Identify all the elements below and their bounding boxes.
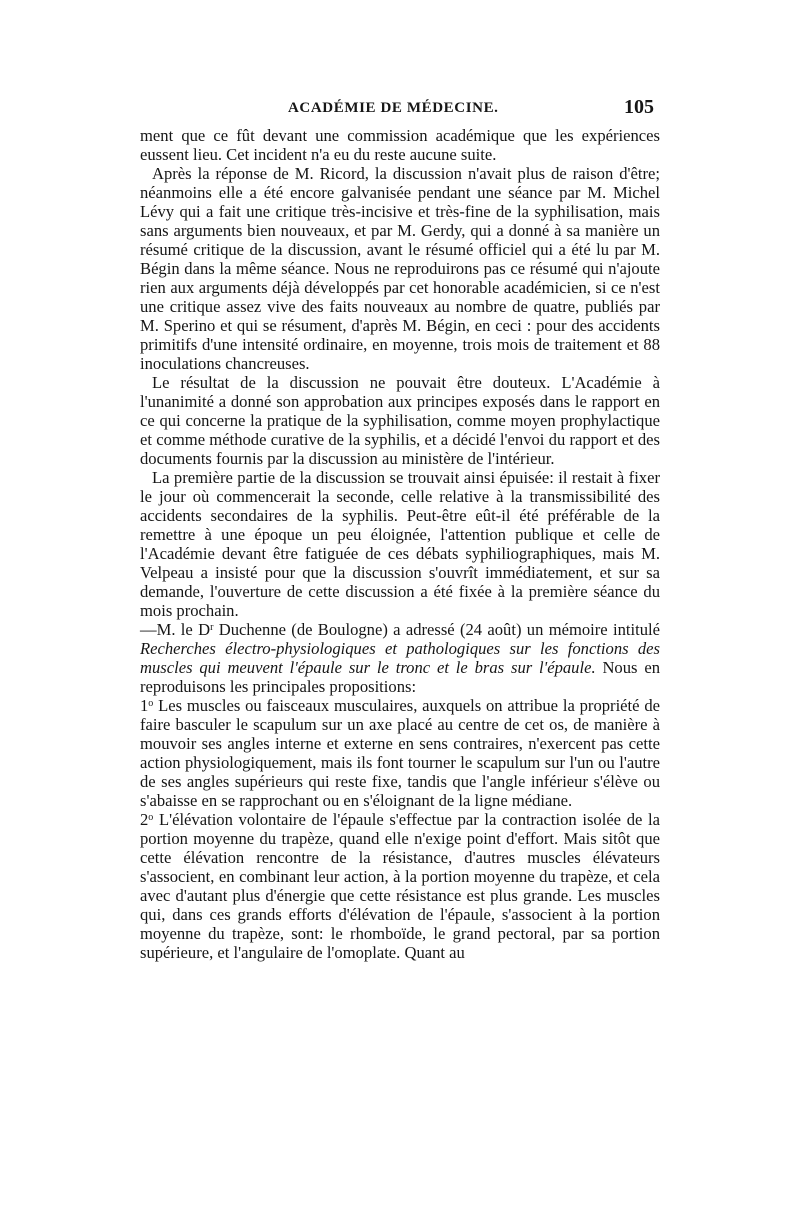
duchenne-mid: Duchenne (de Boulogne) a adressé (24 août) un mémoire intitulé	[213, 620, 660, 639]
body-text	[140, 126, 660, 962]
duchenne-sup: r	[210, 622, 214, 633]
running-title: ACADÉMIE DE MÉDECINE.	[288, 100, 499, 116]
proposition-2-number: 2	[140, 810, 149, 829]
paragraph-ricord-response: Après la réponse de M. Ricord, la discussion n'avait plus de raison d'être; néanmoins elle a été encore galvanisée pendant une séance par M. Michel Lévy qui a fait une critique très-incisive et très-fine de la syphilisation, mais sans arguments bien nouveaux, et par M. Gerdy, qui a donné à sa manière un résumé critique de la discussion, avant le résumé officiel qui a été lu par M. Bégin dans la même séance. Nous ne reproduirons pas ce résumé qui n'ajoute rien aux arguments déjà développés par cet honorable académicien, si ce n'est une critique assez vive des faits nouveaux au nombre de quatre, publiés par M. Sperino et qui se résument, d'après M. Bégin, en ceci : pour des accidents primitifs d'une intensité ordinaire, en moyenne, trois mois de traitement et 88 inoculations chancreuses.	[140, 164, 660, 373]
proposition-2	[140, 810, 660, 962]
paragraph-discussion-result: Le résultat de la discussion ne pouvait être douteux. L'Académie à l'unanimité a donné son approbation aux principes exposés dans le rapport en ce qui concerne la pratique de la syphilisation, comme moyen prophylactique et comme méthode curative de la syphilis, et a décidé l'envoi du rapport et des documents fournis par la discussion au ministère de l'intérieur.	[140, 373, 660, 468]
proposition-1-number: 1	[140, 696, 149, 715]
proposition-2-text: L'élévation volontaire de l'épaule s'effectue par la contraction isolée de la portion moyenne du trapèze, quand elle n'exige point d'effort. Mais sitôt que cette élévation rencontre de la résistance, d'autres muscles élévateurs s'associent, en combinant leur action, à la portion moyenne du trapèze, et cela avec d'autant plus d'énergie que cette résistance est plus grande. Les muscles qui, dans ces grands efforts d'élévation de l'épaule, s'associent à la portion moyenne du trapèze, sont: le rhomboïde, le grand pectoral, par sa portion supérieure, et l'angulaire de l'omoplate. Quant au	[140, 810, 660, 962]
duchenne-tail: Nous en reproduisons les principales propositions:	[140, 658, 660, 696]
proposition-1-text: Les muscles ou faisceaux musculaires, auxquels on attribue la propriété de faire basculer le scapulum sur un axe placé au centre de cet os, de manière à mouvoir ses angles interne et externe en sens contraires, n'exercent pas cette action physiologiquement, mais ils font tourner le scapulum sur l'un ou l'autre de ses angles supérieurs qui reste fixe, tandis que l'angle inférieur s'élève ou s'abaisse en se rapprochant ou en s'éloignant de la ligne médiane.	[140, 696, 660, 810]
proposition-1	[140, 696, 660, 810]
book-page	[140, 96, 660, 962]
paragraph-first-part: La première partie de la discussion se trouvait ainsi épuisée: il restait à fixer le jour où commencerait la seconde, celle relative à la transmissibilité des accidents secondaires de la syphilis. Peut-être eût-il été préférable de la remettre à une époque un peu éloignée, l'attention publique et celle de l'Académie devant être fatiguée de ces débats syphiliographiques, mais M. Velpeau a insisté pour que la discussion s'ouvrît immédiatement, et sur sa demande, l'ouverture de cette discussion a été fixée à la première séance du mois prochain.	[140, 468, 660, 620]
running-head	[140, 96, 660, 124]
paragraph-duchenne	[140, 620, 660, 696]
duchenne-lead: —M. le D	[140, 620, 211, 639]
page-number: 105	[624, 96, 654, 118]
paragraph-continuation: ment que ce fût devant une commission académique que les expériences eussent lieu. Cet incident n'a eu du reste aucune suite.	[140, 126, 660, 164]
proposition-1-sup: o	[148, 698, 154, 709]
memoir-title: Recherches électro-physiologiques et pathologiques sur les fonctions des muscles qui meuvent l'épaule sur le tronc et le bras sur l'épaule.	[140, 639, 660, 677]
proposition-2-sup: o	[148, 812, 154, 823]
